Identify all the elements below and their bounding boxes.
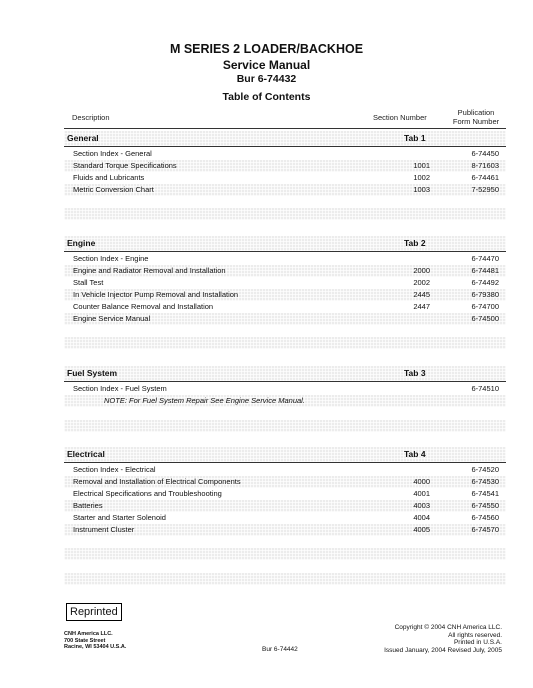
- table-row: Batteries 4003 6-74550: [64, 500, 506, 512]
- table-row: In Vehicle Injector Pump Removal and Installation 2445 6-79380: [64, 289, 506, 301]
- divider: [64, 381, 506, 382]
- divider: [64, 128, 506, 129]
- table-row: Section Index - Engine 6-74470: [73, 254, 499, 263]
- document-title: M SERIES 2 LOADER/BACKHOE: [169, 42, 364, 56]
- publisher-address: CNH America LLC. 700 State Street Racine, WI 53404 U.S.A.: [64, 631, 127, 650]
- document-subtitle: Service Manual: [222, 58, 311, 72]
- blank-row: [64, 573, 506, 585]
- column-header-publication: Publication Form Number: [452, 108, 500, 126]
- section-header-electrical: Electrical Tab 4: [67, 449, 426, 459]
- column-header-description: Description: [72, 113, 110, 122]
- table-row: Section Index - Fuel System 6-74510: [73, 384, 499, 393]
- table-row: Section Index - Electrical 6-74520: [73, 465, 499, 474]
- reprinted-stamp: Reprinted: [66, 603, 122, 621]
- table-row: Starter and Starter Solenoid 4004 6-74560: [73, 513, 499, 522]
- table-row: Electrical Specifications and Troubleshooting 4001 6-74541: [73, 489, 499, 498]
- form-number: Bur 6-74442: [262, 646, 298, 653]
- table-row: Metric Conversion Chart 1003 7-52950: [64, 184, 506, 196]
- table-row: Instrument Cluster 4005 6-74570: [64, 524, 506, 536]
- blank-row: [64, 548, 506, 560]
- document-number: Bur 6-74432: [236, 73, 297, 85]
- toc-heading: Table of Contents: [222, 91, 311, 103]
- table-row: Engine Service Manual 6-74500: [64, 313, 506, 325]
- table-row: Standard Torque Specifications 1001 8-71603: [64, 160, 506, 172]
- divider: [64, 251, 506, 252]
- blank-row: [64, 420, 506, 432]
- blank-row: [64, 208, 506, 220]
- table-row: Engine and Radiator Removal and Installation 2000 6-74481: [64, 265, 506, 277]
- table-row: Removal and Installation of Electrical Components 4000 6-74530: [64, 476, 506, 488]
- table-row: Section Index - General 6-74450: [73, 149, 499, 158]
- table-row-note: NOTE: For Fuel System Repair See Engine Service Manual.: [64, 395, 506, 407]
- section-header-engine: Engine Tab 2: [67, 238, 426, 248]
- table-row: Counter Balance Removal and Installation 2447 6-74700: [73, 302, 499, 311]
- copyright-notice: Copyright © 2004 CNH America LLC. All rights reserved. Printed in U.S.A. Issued January, 2004 Revised July, 2005: [384, 624, 502, 655]
- blank-row: [64, 337, 506, 349]
- table-row: Fluids and Lubricants 1002 6-74461: [73, 173, 499, 182]
- column-header-section-number: Section Number: [373, 113, 427, 122]
- divider: [64, 146, 506, 147]
- section-header-general: General Tab 1: [67, 133, 426, 143]
- table-row: Stall Test 2002 6-74492: [73, 278, 499, 287]
- section-header-fuel-system: Fuel System Tab 3: [67, 368, 426, 378]
- divider: [64, 462, 506, 463]
